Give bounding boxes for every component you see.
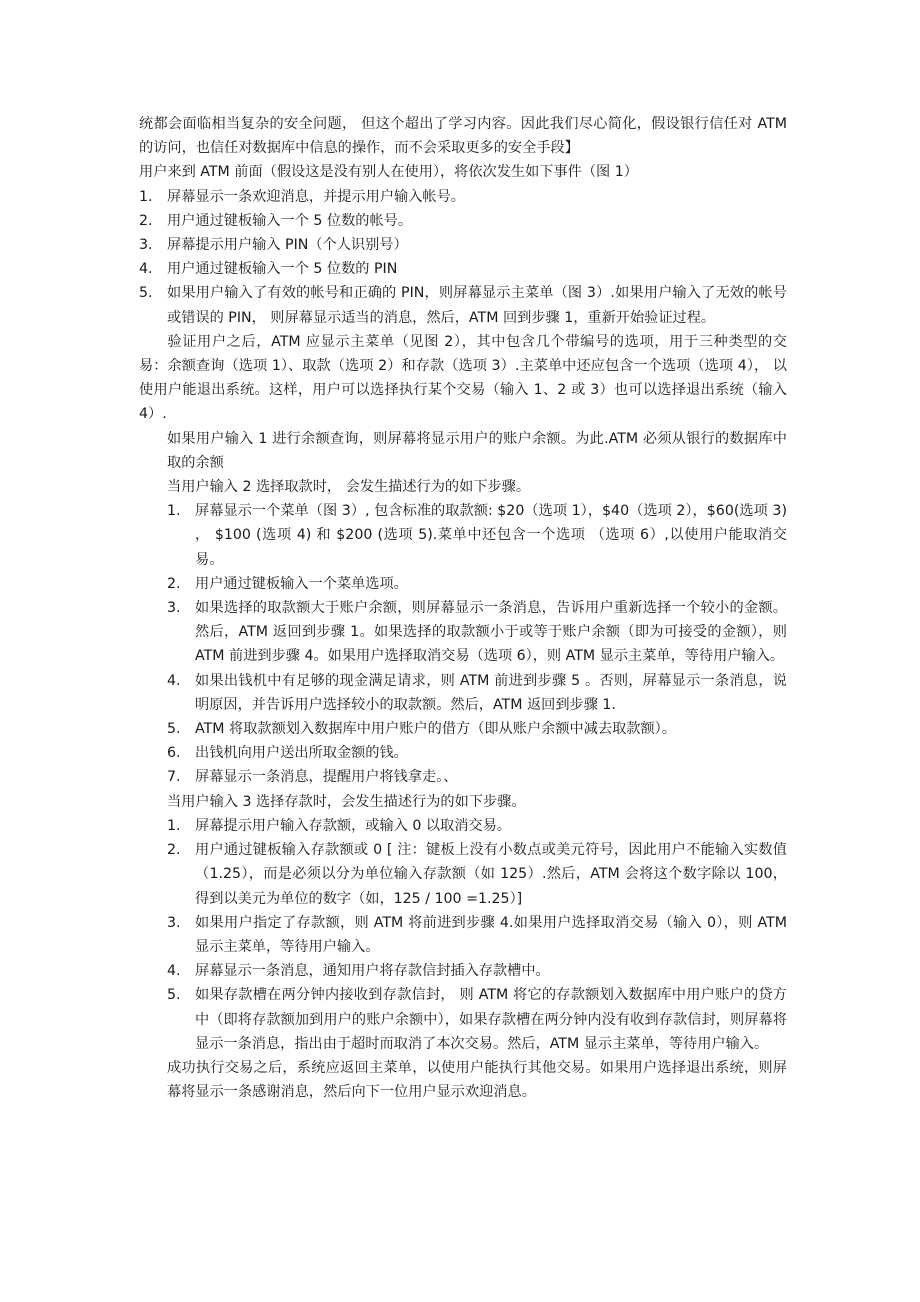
list-item [167,983,787,1056]
withdraw-steps-list [167,499,787,789]
list-text: 屏幕显示一条消息，提醒用户将钱拿走。、 [195,769,458,786]
list-item [167,765,787,789]
withdraw-intro: 当用户输入 2 选择取款时， 会发生描述行为的如下步骤。 [167,479,531,496]
list-item [139,185,787,209]
list-number: 3. [139,237,153,254]
list-number: 4. [167,672,181,689]
intro-events-line: 用户来到 ATM 前面（假设这是没有别人在使用），将依次发生如下事件（图 1） [139,164,638,181]
list-number: 3. [167,600,181,617]
list-text: ATM 将取款额划入数据库中用户账户的借方（即从账户余额中减去取款额）。 [195,721,676,738]
list-item [167,572,787,596]
list-item [167,717,787,741]
list-number: 5. [167,987,181,1004]
withdraw-section [167,475,787,790]
list-number: 4. [167,963,181,980]
list-item [139,209,787,233]
list-text: 如果用户指定了存款额，则 ATM 将前进到步骤 4.如果用户选择取消交易（输入 0），则 ATM 显示主菜单，等待用户输入。 [195,914,787,955]
list-text: 如果选择的取款额大于账户余额，则屏幕显示一条消息，告诉用户重新选择一个较小的金额。然后，ATM 返回到步骤 1。如果选择的取款额小于或等于账户余额（即为可接受的金额），则 ATM 前进到步骤 4。如果用户选择取消交易（选项 6），则 ATM 显示主菜单，等待用户输入。 [195,600,787,665]
list-number: 1. [167,817,181,834]
list-number: 5. [167,721,181,738]
list-item [167,669,787,717]
list-item [167,959,787,983]
list-number: 3. [167,914,181,931]
intro-paragraph: 统都会面临相当复杂的安全问题， 但这个超出了学习内容。因此我们尽心简化，假设银行信任对 ATM 的访问，也信任对数据库中信息的操作，而不会采取更多的安全手段】 [139,116,787,157]
list-text: 屏幕显示一条消息，通知用户将存款信封插入存款槽中。 [195,963,550,980]
document-body [139,112,787,1104]
list-item [139,257,787,281]
list-text: 如果出钱机中有足够的现金满足请求，则 ATM 前进到步骤 5 。否则，屏幕显示一条消息，说明原因，并告诉用户选择较小的取款额。然后，ATM 返回到步骤 1. [195,672,787,713]
list-text: 用户通过键板输入一个 5 位数的帐号。 [167,212,413,229]
list-item [167,814,787,838]
closing-paragraph: 成功执行交易之后，系统应返回主菜单，以使用户能执行其他交易。如果用户选择退出系统，则屏幕将显示一条感谢消息，然后向下一位用户显示欢迎消息。 [167,1059,787,1101]
list-text: 屏幕提示用户输入 PIN（个人识别号） [167,237,408,254]
list-item [139,233,787,257]
list-text: 出钱机向用户送出所取金额的钱。 [195,745,408,762]
list-number: 6. [167,745,181,762]
list-number: 5. [139,285,153,302]
balance-section [167,427,787,475]
deposit-steps-list [167,814,787,1056]
list-text: 如果用户输入了有效的帐号和正确的 PIN，则屏幕显示主菜单（图 3）.如果用户输入了无效的帐号或错误的 PIN， 则屏幕显示适当的消息，然后，ATM 回到步骤 1，重新开始验证过程。 [167,285,787,326]
list-number: 2. [167,575,181,592]
list-item [167,741,787,765]
list-number: 1. [167,503,181,520]
list-item [139,281,787,329]
list-text: 如果存款槽在两分钟内接收到存款信封， 则 ATM 将它的存款额划入数据库中用户账户的贷方中（即将存款额加到用户的账户余额中），如果存款槽在两分钟内没有收到存款信封，则屏幕将显示一条消息，指出由于超时而取消了本次交易。然后，ATM 显示主菜单，等待用户输入。 [195,987,787,1052]
list-text: 屏幕显示一个菜单（图 3）, 包含标准的取款额: $20（选项 1），$40（选项 2），$60(选项 3) ， $100 (选项 4) 和 $200 (选项 5).菜单中还包含一个选项 （选项 6）,以使用户能取消交易。 [195,503,787,568]
login-steps-list [139,185,787,330]
list-item [167,596,787,669]
list-item [167,499,787,572]
deposit-intro: 当用户输入 3 选择存款时，会发生描述行为的如下步骤。 [167,793,526,810]
list-item [167,911,787,959]
list-number: 4. [139,261,153,278]
list-text: 屏幕显示一条欢迎消息，并提示用户输入帐号。 [167,188,465,205]
balance-paragraph: 如果用户输入 1 进行余额查询，则屏幕将显示用户的账户余额。为此.ATM 必须从银行的数据库中取的余额 [167,430,787,471]
list-text: 用户通过键板输入存款额或 0 [ 注：键板上没有小数点或美元符号，因此用户不能输入实数值（1.25），而是必须以分为单位输入存款额（如 125）.然后，ATM 会将这个数字除以 100，得到以美元为单位的数字（如，125 / 100 =1.25）] [195,842,787,907]
deposit-section [167,790,787,1105]
list-item [167,838,787,911]
main-menu-paragraph: 验证用户之后，ATM 应显示主菜单（见图 2），其中包含几个带编号的选项，用于三种类型的交易：余额查询（选项 1）、取款（选项 2）和存款（选项 3）.主菜单中还应包含一个选项（选项 4）， 以使用户能退出系统。这样，用户可以选择执行某个交易（输入 1、2 或 3）也可以选择退出系统（输入 4）. [139,333,787,423]
list-number: 7. [167,769,181,786]
list-number: 2. [167,842,181,859]
list-number: 2. [139,212,153,229]
list-text: 屏幕提示用户输入存款额，或输入 0 以取消交易。 [195,817,511,834]
list-number: 1. [139,188,153,205]
list-text: 用户通过键板输入一个菜单选项。 [195,575,408,592]
list-text: 用户通过键板输入一个 5 位数的 PIN [167,261,398,278]
